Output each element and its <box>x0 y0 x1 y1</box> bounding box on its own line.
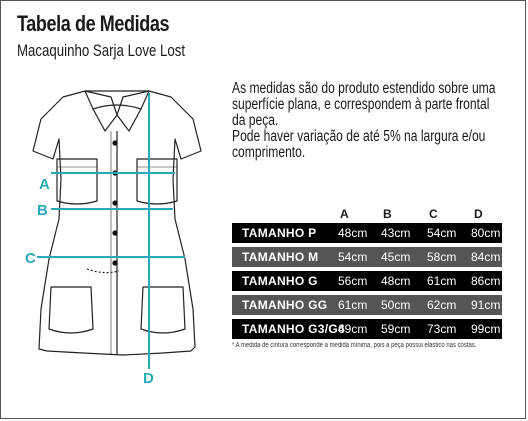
marker-b: B <box>37 202 48 219</box>
value-d: 86cm <box>471 274 501 288</box>
table-row <box>232 319 502 339</box>
value-c: 62cm <box>427 298 457 312</box>
value-d: 99cm <box>471 322 501 336</box>
description-line: superfície plana, e correspondem à parte frontal <box>232 96 490 113</box>
size-label: TAMANHO GG <box>242 298 328 312</box>
value-a: 54cm <box>338 250 368 264</box>
value-d: 80cm <box>471 226 501 240</box>
value-b: 43cm <box>381 226 411 240</box>
table-header <box>232 207 502 223</box>
value-a: 56cm <box>338 274 368 288</box>
size-table <box>232 207 502 343</box>
description-line: comprimento. <box>232 144 306 161</box>
value-a: 61cm <box>338 298 368 312</box>
product-name: Macaquinho Sarja Love Lost <box>17 41 186 60</box>
column-header-c: C <box>429 207 438 221</box>
page-title: Tabela de Medidas <box>17 11 170 36</box>
description-line: da peça. <box>232 112 279 129</box>
measurement-description <box>232 81 513 161</box>
column-header-a: A <box>340 207 349 221</box>
marker-a: A <box>39 176 50 193</box>
size-label: TAMANHO P <box>242 226 317 240</box>
column-header-b: B <box>383 207 392 221</box>
description-line: Pode haver variação de até 5% na largura e/ou <box>232 128 486 145</box>
value-c: 73cm <box>427 322 457 336</box>
value-a: 48cm <box>338 226 368 240</box>
size-label: TAMANHO M <box>242 250 319 264</box>
footnote: * A medida de cintura corresponde a medida mínima, pois a peça possui elástico nas costas. <box>232 342 477 349</box>
table-row <box>232 295 502 315</box>
value-b: 50cm <box>381 298 411 312</box>
column-header-d: D <box>474 207 483 221</box>
value-b: 45cm <box>381 250 411 264</box>
value-c: 58cm <box>427 250 457 264</box>
description-line: As medidas são do produto estendido sobre uma <box>232 80 496 97</box>
table-row <box>232 271 502 291</box>
value-d: 91cm <box>471 298 501 312</box>
value-b: 59cm <box>381 322 411 336</box>
marker-d: D <box>143 370 154 387</box>
garment-illustration <box>23 79 223 399</box>
size-label: TAMANHO G3/G4 <box>242 322 346 336</box>
value-a: 69cm <box>338 322 368 336</box>
marker-c: C <box>25 250 36 267</box>
value-c: 61cm <box>427 274 457 288</box>
table-row <box>232 223 502 243</box>
table-row <box>232 247 502 267</box>
size-label: TAMANHO G <box>242 274 318 288</box>
value-b: 48cm <box>381 274 411 288</box>
value-d: 84cm <box>471 250 501 264</box>
value-c: 54cm <box>427 226 457 240</box>
